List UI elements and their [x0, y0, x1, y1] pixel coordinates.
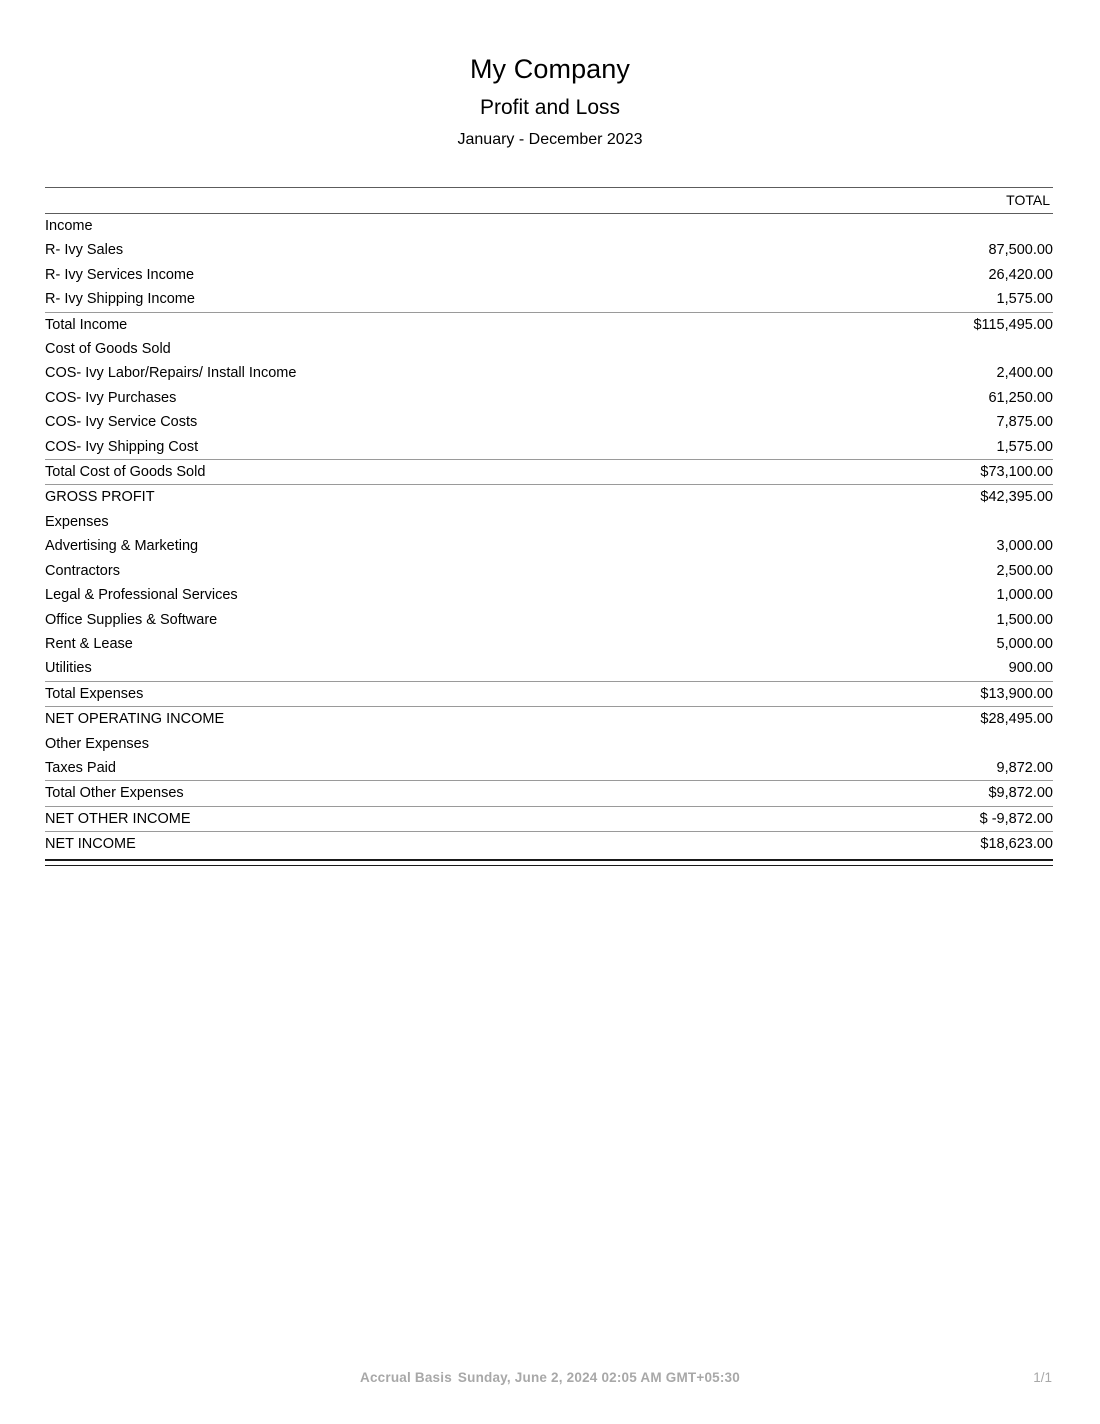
table-row [45, 287, 1053, 312]
table-row [45, 386, 1053, 410]
bottom-double-rule-cell [45, 860, 1053, 866]
accounting-basis: Accrual Basis [360, 1370, 452, 1385]
row-amount: 1,500.00 [996, 611, 1053, 628]
row-label: Legal & Professional Services [45, 587, 238, 604]
row-label: Office Supplies & Software [45, 611, 218, 628]
row-amount: 26,420.00 [988, 266, 1053, 283]
table-row [45, 681, 1053, 706]
table-row [45, 756, 1053, 781]
row-amount: $28,495.00 [835, 707, 1053, 732]
row-label: NET OTHER INCOME [45, 806, 835, 831]
document-footer [0, 1370, 1100, 1396]
row-label: COS- Ivy Shipping Cost [45, 438, 199, 455]
row-amount: $9,872.00 [835, 781, 1053, 806]
table-row [45, 485, 1053, 510]
table-row [45, 632, 1053, 656]
row-amount: 1,000.00 [996, 587, 1053, 604]
row-amount [835, 732, 1053, 756]
row-amount [835, 214, 1053, 239]
row-amount: 1,575.00 [996, 438, 1053, 455]
row-amount [835, 510, 1053, 534]
table-row [45, 263, 1053, 287]
report-period: January - December 2023 [457, 131, 643, 148]
row-label: Expenses [45, 513, 109, 530]
table-header-row [45, 188, 1053, 214]
row-label: Total Other Expenses [45, 781, 835, 806]
table-row [45, 410, 1053, 434]
profit-and-loss-table [45, 187, 1053, 866]
row-amount: 7,875.00 [996, 414, 1053, 431]
page-number: 1/1 [1033, 1370, 1052, 1385]
table-header [45, 188, 1053, 214]
table-row [45, 460, 1053, 485]
row-label: R- Ivy Services Income [45, 266, 195, 283]
report-table-container [45, 151, 1055, 866]
table-row [45, 337, 1053, 361]
row-amount: $18,623.00 [835, 832, 1053, 857]
row-amount: 2,400.00 [996, 365, 1053, 382]
table-row [45, 361, 1053, 385]
row-label: NET INCOME [45, 832, 835, 857]
row-label: Advertising & Marketing [45, 538, 199, 555]
table-row [45, 656, 1053, 681]
row-label: Taxes Paid [45, 759, 116, 776]
row-label: COS- Ivy Purchases [45, 389, 177, 406]
table-row [45, 559, 1053, 583]
table-row [45, 707, 1053, 732]
row-label: R- Ivy Shipping Income [45, 291, 195, 308]
document-header [0, 0, 1100, 151]
row-amount: $73,100.00 [835, 460, 1053, 485]
row-amount: 3,000.00 [996, 538, 1053, 555]
table-row [45, 806, 1053, 831]
row-label: Income [45, 218, 93, 234]
table-body [45, 214, 1053, 866]
generated-timestamp: Sunday, June 2, 2024 02:05 AM GMT+05:30 [457, 1370, 740, 1385]
table-row [45, 583, 1053, 607]
table-row [45, 214, 1053, 239]
table-row [45, 732, 1053, 756]
table-row [45, 832, 1053, 857]
row-label: R- Ivy Sales [45, 242, 124, 259]
row-amount: 87,500.00 [988, 242, 1053, 259]
row-amount: 9,872.00 [996, 759, 1053, 776]
row-label: COS- Ivy Labor/Repairs/ Install Income [45, 365, 297, 382]
report-title: Profit and Loss [479, 96, 621, 119]
row-amount: $ -9,872.00 [835, 806, 1053, 831]
row-amount: 5,000.00 [996, 635, 1053, 652]
row-amount: $115,495.00 [835, 312, 1053, 337]
table-row [45, 238, 1053, 262]
row-label: Rent & Lease [45, 635, 133, 652]
column-header-label [45, 188, 835, 214]
row-amount: 61,250.00 [988, 389, 1053, 406]
row-label: Other Expenses [45, 735, 149, 752]
row-label: Utilities [45, 660, 92, 677]
row-amount: 1,575.00 [996, 291, 1053, 308]
bottom-double-rule [45, 860, 1053, 866]
table-row [45, 312, 1053, 337]
row-amount: 2,500.00 [996, 562, 1053, 579]
table-row [45, 781, 1053, 806]
table-row [45, 435, 1053, 460]
row-label: Total Cost of Goods Sold [45, 460, 835, 485]
row-amount: $42,395.00 [835, 485, 1053, 510]
row-label: COS- Ivy Service Costs [45, 414, 198, 431]
company-name: My Company [469, 54, 631, 84]
row-label: Total Income [45, 312, 835, 337]
row-amount [835, 337, 1053, 361]
row-label: Contractors [45, 562, 120, 579]
footer-info [360, 1370, 740, 1385]
row-amount: $13,900.00 [835, 681, 1053, 706]
table-row [45, 534, 1053, 558]
row-label: GROSS PROFIT [45, 485, 835, 510]
column-header-total: TOTAL [835, 188, 1053, 214]
table-row [45, 608, 1053, 632]
row-amount: 900.00 [1008, 660, 1053, 677]
row-label: Cost of Goods Sold [45, 341, 171, 358]
row-label: NET OPERATING INCOME [45, 707, 835, 732]
row-label: Total Expenses [45, 681, 835, 706]
table-row [45, 510, 1053, 534]
